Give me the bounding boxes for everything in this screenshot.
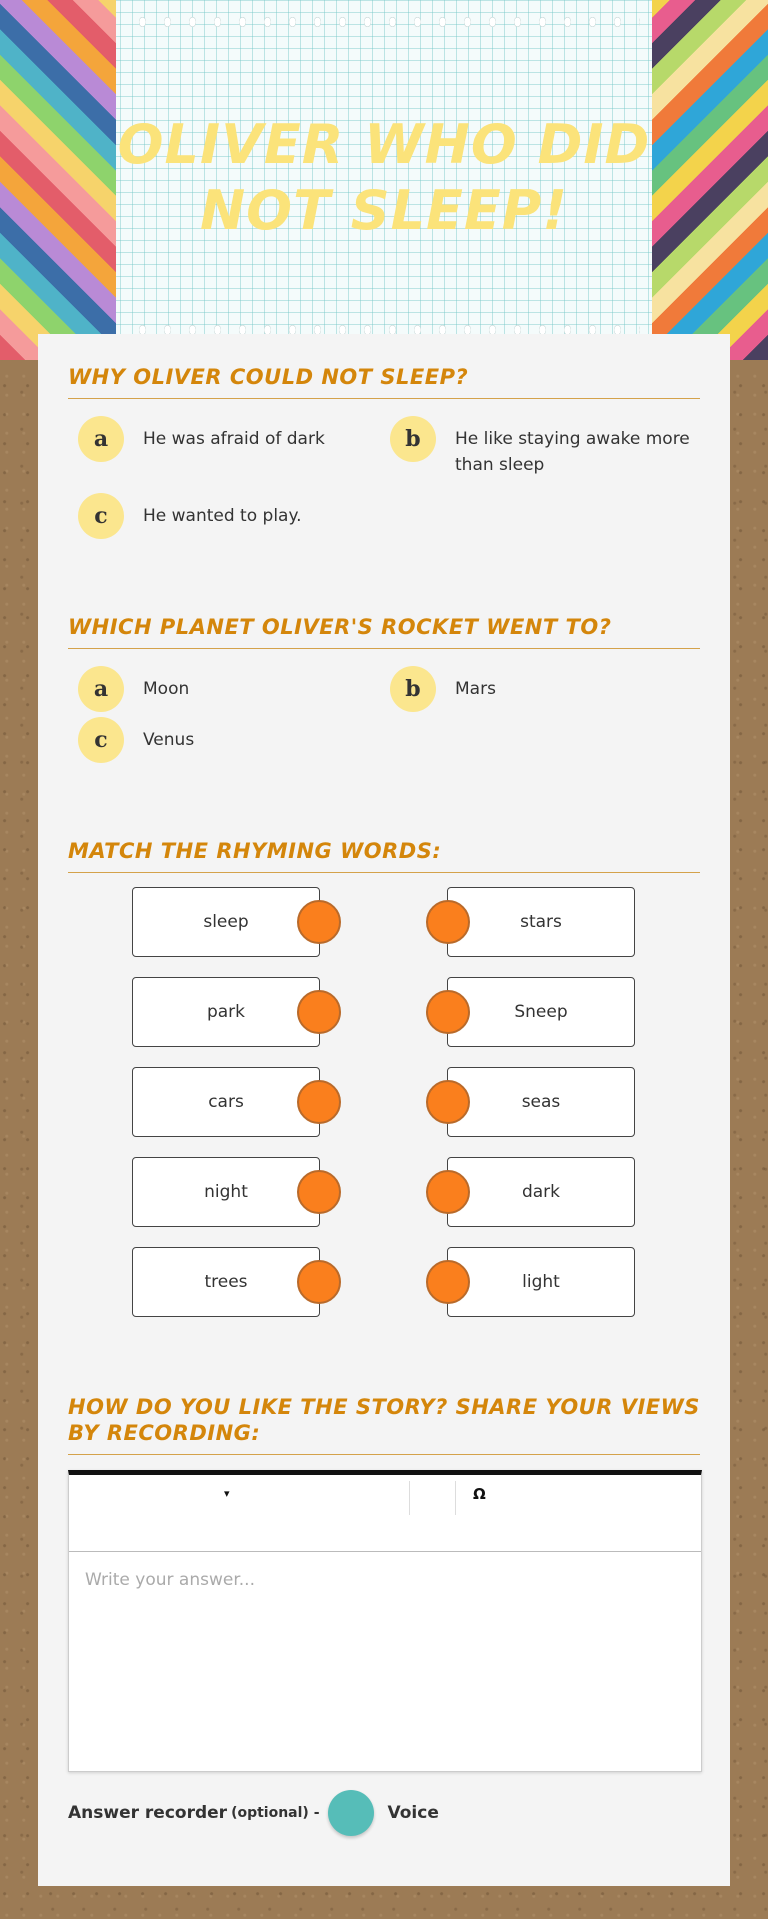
- worksheet-card: [38, 334, 730, 1886]
- match-right-item[interactable]: seas: [447, 1067, 635, 1137]
- match-left-connector[interactable]: [297, 900, 341, 944]
- omega-icon[interactable]: Ω: [473, 1485, 486, 1503]
- record-button[interactable]: [328, 1790, 374, 1836]
- answer-textarea[interactable]: Write your answer...: [85, 1570, 255, 1590]
- match-right-connector[interactable]: [426, 1170, 470, 1214]
- option-letter-bubble: c: [78, 717, 124, 763]
- match-left-item[interactable]: trees: [132, 1247, 320, 1317]
- match-left-item[interactable]: sleep: [132, 887, 320, 957]
- voice-label: Voice: [387, 1803, 439, 1823]
- option-letter-bubble: b: [390, 666, 436, 712]
- notebook-rings-top: [130, 14, 640, 30]
- q1-option-a[interactable]: [78, 416, 358, 462]
- question-4-title: HOW DO YOU LIKE THE STORY? SHARE YOUR VIEWS BY RECORDING:: [68, 1394, 700, 1455]
- match-left-item[interactable]: night: [132, 1157, 320, 1227]
- q1-option-b[interactable]: [390, 416, 700, 478]
- match-left-connector[interactable]: [297, 1260, 341, 1304]
- option-text: Venus: [143, 730, 195, 750]
- toolbar-divider: [409, 1481, 410, 1515]
- option-letter-bubble: c: [78, 493, 124, 539]
- worksheet-header: [0, 0, 768, 360]
- editor-toolbar: [69, 1475, 701, 1552]
- match-right-connector[interactable]: [426, 900, 470, 944]
- match-right-item[interactable]: light: [447, 1247, 635, 1317]
- option-letter-bubble: a: [78, 666, 124, 712]
- toolbar-divider: [455, 1481, 456, 1515]
- answer-editor[interactable]: [68, 1470, 702, 1772]
- chevron-down-icon[interactable]: ▾: [224, 1487, 230, 1500]
- option-text: He was afraid of dark: [143, 429, 325, 449]
- option-letter-bubble: a: [78, 416, 124, 462]
- question-3-title: MATCH THE RHYMING WORDS:: [68, 838, 700, 873]
- match-right-connector[interactable]: [426, 990, 470, 1034]
- page-title: OLIVER WHO DID NOT SLEEP!: [117, 113, 651, 242]
- q2-option-a[interactable]: [78, 666, 358, 712]
- match-left-connector[interactable]: [297, 1170, 341, 1214]
- match-left-item[interactable]: cars: [132, 1067, 320, 1137]
- match-right-connector[interactable]: [426, 1080, 470, 1124]
- match-left-item[interactable]: park: [132, 977, 320, 1047]
- match-right-item[interactable]: stars: [447, 887, 635, 957]
- question-2-title: WHICH PLANET OLIVER'S ROCKET WENT TO?: [68, 614, 700, 649]
- recorder-optional-label: (optional) -: [231, 1805, 320, 1821]
- match-right-item[interactable]: Sneep: [447, 977, 635, 1047]
- q1-option-c[interactable]: [78, 493, 358, 539]
- answer-recorder: [68, 1790, 439, 1836]
- option-text: He wanted to play.: [143, 506, 302, 526]
- option-text: Mars: [455, 679, 496, 699]
- q2-option-b[interactable]: [390, 666, 700, 712]
- q2-option-c[interactable]: [78, 717, 358, 763]
- option-letter-bubble: b: [390, 416, 436, 462]
- option-text: He like staying awake more than sleep: [455, 429, 690, 475]
- recorder-label: Answer recorder: [68, 1803, 228, 1823]
- match-left-connector[interactable]: [297, 990, 341, 1034]
- option-text: Moon: [143, 679, 190, 699]
- match-right-item[interactable]: dark: [447, 1157, 635, 1227]
- match-left-connector[interactable]: [297, 1080, 341, 1124]
- match-right-connector[interactable]: [426, 1260, 470, 1304]
- question-1-title: WHY OLIVER COULD NOT SLEEP?: [68, 364, 700, 399]
